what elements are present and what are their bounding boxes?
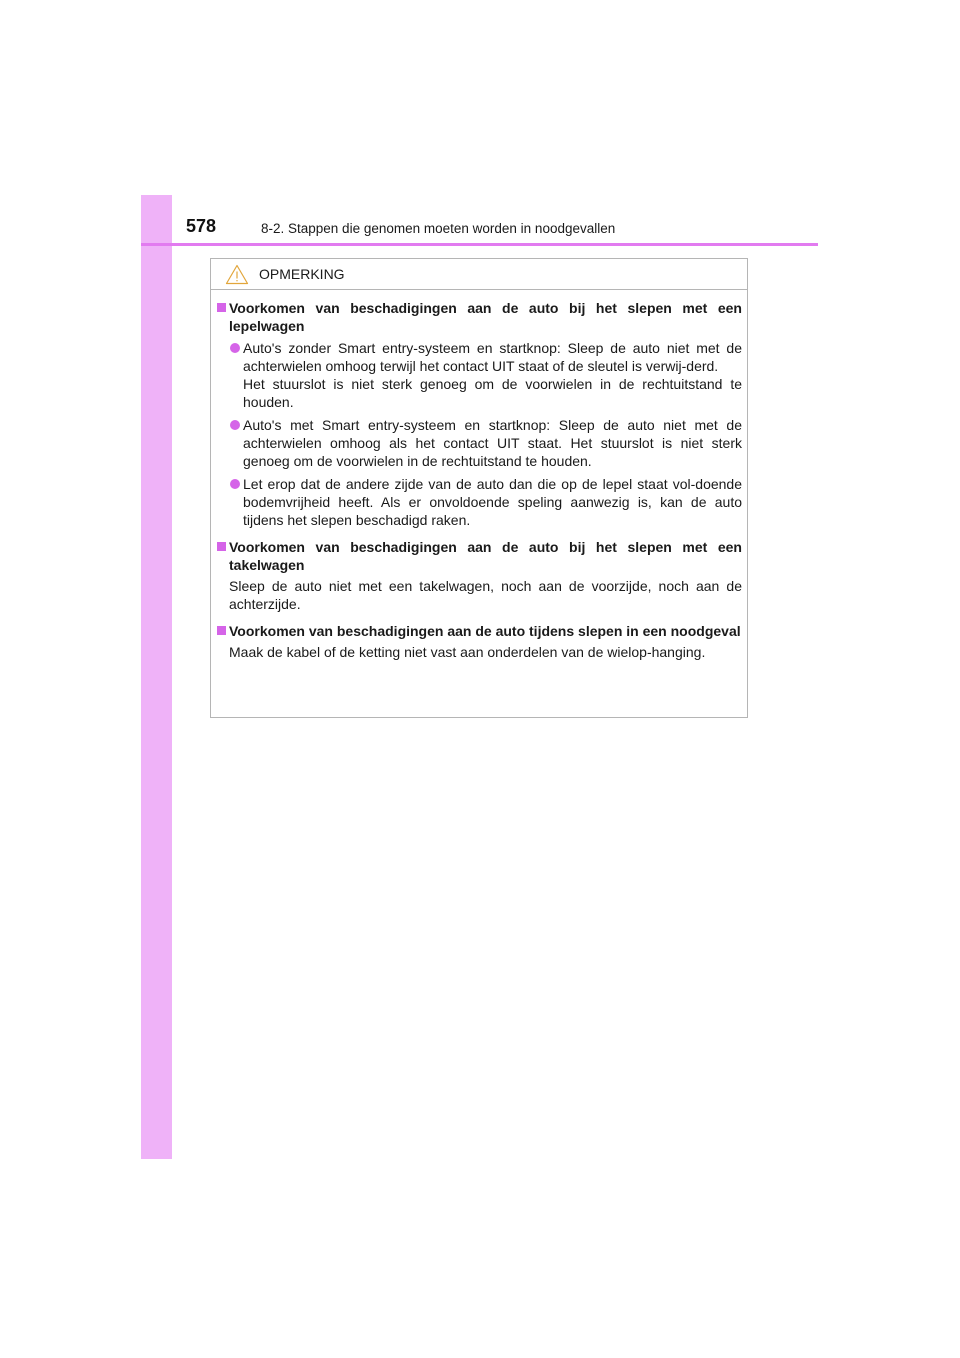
round-bullet-icon (230, 420, 240, 430)
list-item (217, 339, 742, 411)
list-item-text: Auto's zonder Smart entry-systeem en startknop: Sleep de auto niet met de achterwielen omhoog terwijl het contact UIT staat of de sleutel is verwij-derd. (243, 340, 742, 374)
square-bullet-icon (217, 542, 226, 551)
list-item (217, 416, 742, 470)
side-tab (141, 195, 172, 1159)
list-item (217, 475, 742, 529)
section-body: Sleep de auto niet met een takelwagen, noch aan de voorzijde, noch aan de achterzijde. (229, 578, 742, 612)
section-heading: Voorkomen van beschadigingen aan de auto bij het slepen met een takelwagen (217, 538, 742, 574)
list-item-note: Het stuurslot is niet sterk genoeg om de voorwielen in de rechtuitstand te houden. (243, 376, 742, 410)
header-rule (141, 243, 818, 246)
notice-body (211, 290, 747, 661)
round-bullet-icon (230, 479, 240, 489)
section-body: Maak de kabel of de ketting niet vast aan onderdelen van de wielop-hanging. (229, 644, 706, 660)
section-heading: Voorkomen van beschadigingen aan de auto tijdens slepen in een noodgeval (217, 622, 742, 640)
list-item-text: Auto's met Smart entry-systeem en startknop: Sleep de auto niet met de achterwielen omhoog als het contact UIT staat. Het stuurslot is niet sterk genoeg om de voorwielen in de rechtuitstand te houden. (243, 417, 742, 469)
warning-triangle-icon (225, 264, 249, 285)
notice-title: OPMERKING (259, 266, 345, 282)
square-bullet-icon (217, 626, 226, 635)
page-number: 578 (186, 216, 217, 236)
notice-box (210, 258, 748, 718)
section-heading: Voorkomen van beschadigingen aan de auto bij het slepen met een lepelwagen (217, 299, 742, 335)
square-bullet-icon (217, 303, 226, 312)
notice-header (211, 259, 747, 290)
section-title: 8-2. Stappen die genomen moeten worden in noodgevallen (261, 221, 616, 236)
list-item-text: Let erop dat de andere zijde van de auto dan die op de lepel staat vol-doende bodemvrijheid heeft. Als er onvoldoende speling aanwezig is, kan de auto tijdens het slepen beschadigd raken. (243, 476, 742, 528)
round-bullet-icon (230, 343, 240, 353)
